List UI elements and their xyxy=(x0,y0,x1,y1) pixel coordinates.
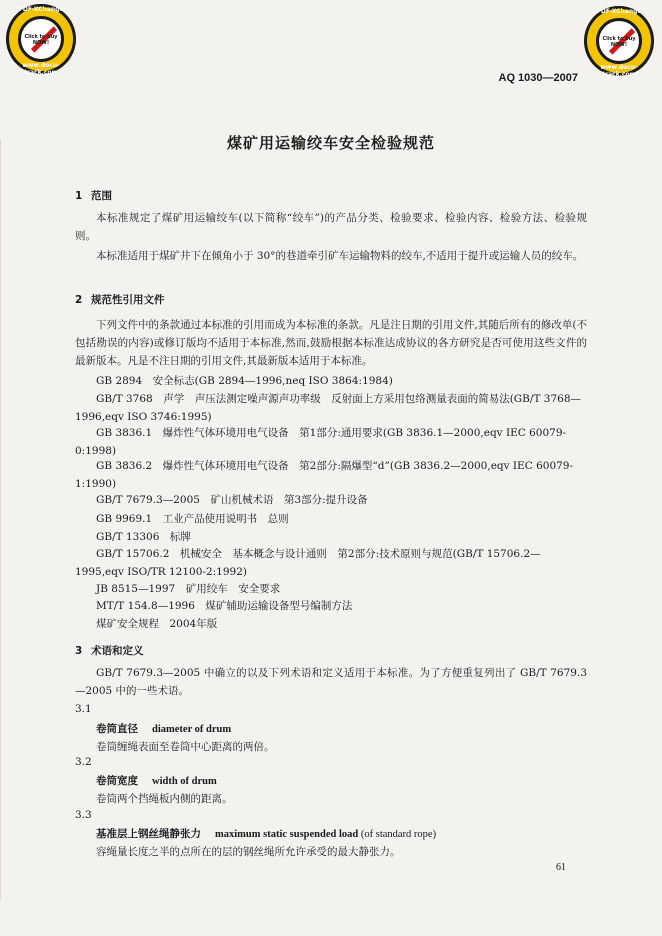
term-english: width of drum xyxy=(152,776,217,787)
term-english: diameter of drum xyxy=(152,724,232,735)
stamp-center-text: Click to buy NOW! xyxy=(602,36,636,48)
term-english-note: (of standard rope) xyxy=(360,829,437,840)
stamp-top-text: PDF-XChange xyxy=(18,6,64,13)
section-number: 1 xyxy=(75,190,83,202)
term-heading xyxy=(96,826,436,841)
section-1-paragraph-2: 本标准适用于煤矿井下在倾角小于 30°的巷道牵引矿车运输物料的绞车,不适用于提升或运输人员的绞车。 xyxy=(96,250,584,262)
reference-item: GB 9969.1 工业产品使用说明书 总则 xyxy=(96,513,289,525)
term-chinese: 基准层上钢丝绳静张力 xyxy=(96,828,201,840)
reference-item: MT/T 154.8—1996 煤矿辅助运输设备型号编制方法 xyxy=(96,600,353,612)
reference-item: GB 2894 安全标志(GB 2894—1996,neq ISO 3864:1984) xyxy=(96,375,393,387)
term-chinese: 卷筒直径 xyxy=(96,723,138,735)
reference-item: GB/T 7679.3—2005 矿山机械术语 第3部分:提升设备 xyxy=(96,494,368,506)
term-chinese: 卷筒宽度 xyxy=(96,775,138,787)
page-number: 61 xyxy=(556,862,566,873)
reference-item: GB/T 13306 标牌 xyxy=(96,531,191,543)
term-number: 3.3 xyxy=(75,809,92,821)
term-number: 3.1 xyxy=(75,703,92,715)
document-title: 煤矿用运输绞车安全检验规范 xyxy=(226,134,435,152)
reference-item: 煤矿安全规程 2004年版 xyxy=(96,618,218,630)
section-number: 3 xyxy=(75,645,83,657)
section-title: 范围 xyxy=(91,190,112,202)
section-1-heading xyxy=(75,188,112,203)
stamp-top-text: PDF-XChange xyxy=(596,8,642,15)
term-definition: 卷筒两个挡绳板内侧的距离。 xyxy=(96,793,233,805)
term-number: 3.2 xyxy=(75,756,92,768)
term-definition: 容绳量长度之半的点所在的层的钢丝绳所允许承受的最大静张力。 xyxy=(96,846,401,858)
section-title: 规范性引用文件 xyxy=(91,294,165,306)
term-english-main: maximum static suspended load xyxy=(215,829,359,840)
section-3-heading xyxy=(75,643,144,658)
reference-item: GB 3836.1 爆炸性气体环境用电气设备 第1部分:通用要求(GB 3836.1—2000,eqv IEC 60079-0:1998) xyxy=(75,427,567,457)
term-heading xyxy=(96,773,217,788)
section-title: 术语和定义 xyxy=(91,645,144,657)
reference-item: JB 8515—1997 矿用绞车 安全要求 xyxy=(96,583,281,595)
scan-margin xyxy=(0,140,11,900)
reference-item: GB 3836.2 爆炸性气体环境用电气设备 第2部分:隔爆型“d”(GB 3836.2—2000,eqv IEC 60079-1:1990) xyxy=(75,460,574,490)
term-english xyxy=(215,829,436,840)
stamp-bottom-text: www.docu-track.com xyxy=(600,64,638,78)
stamp-center-text: Click to buy NOW! xyxy=(24,34,58,46)
standard-code: AQ 1030—2007 xyxy=(498,72,578,84)
pdf-xchange-stamp-left[interactable] xyxy=(6,4,76,74)
term-definition: 卷筒缠绳表面至卷筒中心距离的两倍。 xyxy=(96,741,275,753)
section-2-heading xyxy=(75,292,165,307)
reference-item: GB/T 3768 声学 声压法测定噪声源声功率级 反射面上方采用包络测量表面的简易法(GB/T 3768—1996,eqv ISO 3746:1995) xyxy=(75,393,582,423)
pdf-xchange-stamp-right[interactable] xyxy=(584,6,654,76)
section-3-intro: GB/T 7679.3—2005 中确立的以及下列术语和定义适用于本标准。为了方便重复列出了 GB/T 7679.3—2005 中的一些术语。 xyxy=(75,667,587,697)
stamp-bottom-text: www.docu-track.com xyxy=(22,62,60,76)
reference-item: GB/T 15706.2 机械安全 基本概念与设计通则 第2部分:技术原则与规范(GB/T 15706.2—1995,eqv ISO/TR 12100-2:1992) xyxy=(75,548,541,578)
section-number: 2 xyxy=(75,294,83,306)
section-2-intro: 下列文件中的条款通过本标准的引用而成为本标准的条款。凡是注日期的引用文件,其随后所有的修改单(不包括勘误的内容)或修订版均不适用于本标准,然而,鼓励根据本标准达成协议的各方研究是否可使用这些文件的最新版本。凡是不注日期的引用文件,其最新版本适用于本标准。 xyxy=(75,319,587,367)
section-1-paragraph-1: 本标准规定了煤矿用运输绞车(以下简称“绞车”)的产品分类、检验要求、检验内容、检验方法、检验规则。 xyxy=(75,212,587,242)
term-heading xyxy=(96,721,231,736)
